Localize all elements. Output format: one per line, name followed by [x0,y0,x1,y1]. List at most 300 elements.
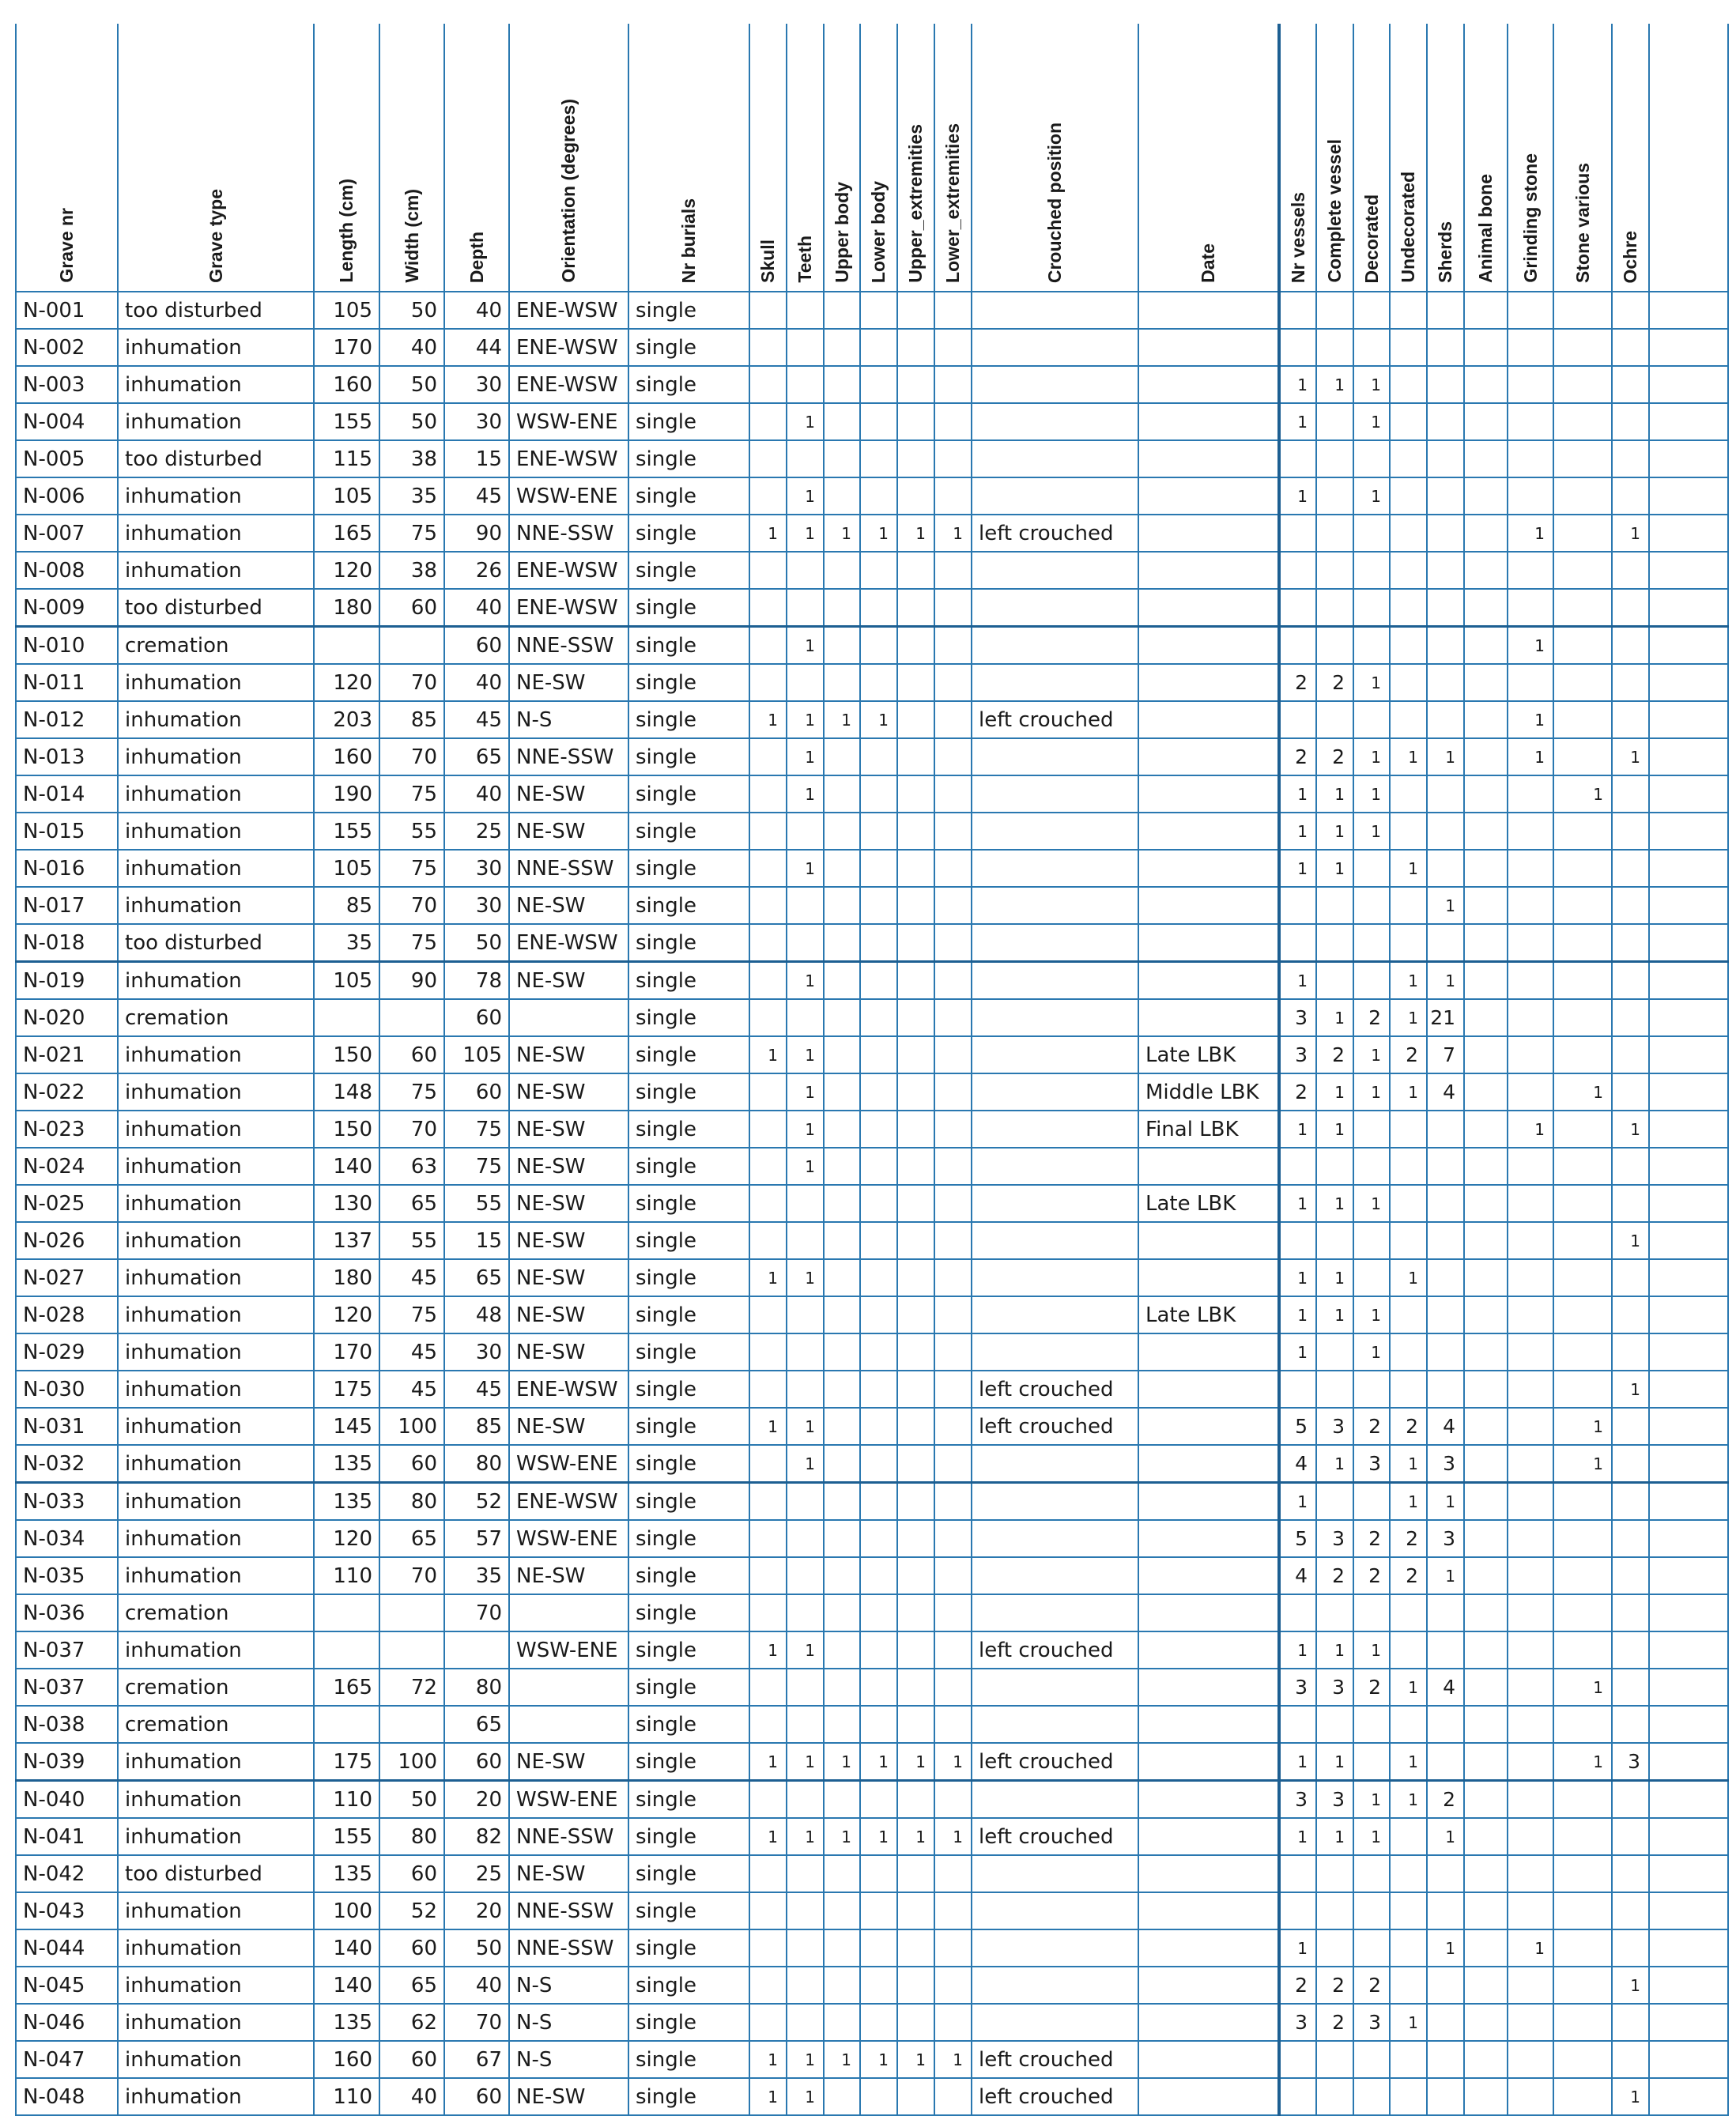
table-cell: 62 [379,2004,444,2041]
table-cell [934,1892,972,1929]
table-cell: NNE-SSW [509,1929,628,1967]
table-cell: 145 [314,1408,379,1445]
table-cell [860,1520,897,1557]
table-cell [972,1073,1138,1111]
table-cell [897,403,934,440]
table-cell [1279,2041,1316,2078]
table-cell: 75 [444,1111,509,1148]
table-cell [1353,924,1390,962]
table-cell [1390,924,1427,962]
table-row [16,887,1728,924]
table-cell [749,738,787,775]
table-cell [860,1483,897,1521]
column-header-label: Upper body [831,182,852,283]
table-cell: 1 [787,403,824,440]
table-cell: N-S [509,2004,628,2041]
table-cell [1427,1892,1464,1929]
column-header-label: Width (cm) [401,189,422,283]
table-cell: single [628,1781,749,1819]
table-cell [934,1408,972,1445]
table-cell: 3 [1279,2004,1316,2041]
table-cell: 45 [444,477,509,515]
table-cell [1353,2078,1390,2115]
column-header-label: Crouched position [1044,122,1065,283]
table-cell: 148 [314,1073,379,1111]
table-cell: 4 [1427,1408,1464,1445]
table-cell: inhumation [118,775,314,813]
table-cell: single [628,1073,749,1111]
table-cell [824,1185,860,1222]
table-cell [972,1036,1138,1073]
table-cell [824,1408,860,1445]
table-cell: 65 [379,1967,444,2004]
table-cell [1353,1743,1390,1781]
table-cell: N-029 [16,1333,118,1371]
table-cell: 40 [444,1967,509,2004]
table-cell: WSW-ENE [509,477,628,515]
table-cell [1553,589,1612,627]
table-cell: 1 [787,2078,824,2115]
table-cell: 1 [1508,738,1553,775]
table-cell [1464,701,1508,738]
table-cell [860,1557,897,1594]
table-cell: 67 [444,2041,509,2078]
table-cell [934,1036,972,1073]
table-cell [1553,403,1612,440]
table-cell: 2 [1390,1557,1427,1594]
table-cell [787,1706,824,1743]
column-header [860,24,897,292]
table-cell: single [628,813,749,850]
table-cell: 2 [1279,738,1316,775]
table-cell [749,1929,787,1967]
table-cell [1508,1073,1553,1111]
table-cell [1464,1185,1508,1222]
table-cell: 60 [444,627,509,665]
table-cell: inhumation [118,1371,314,1408]
table-row [16,1222,1728,1259]
column-header-label: Lower body [868,180,889,283]
table-cell: N-037 [16,1631,118,1669]
table-cell [1508,440,1553,477]
table-cell: 3 [1316,1408,1353,1445]
table-cell [860,552,897,589]
table-cell: 1 [1353,1333,1390,1371]
table-cell [934,1706,972,1743]
table-cell [1390,1594,1427,1631]
column-header [1316,24,1353,292]
table-cell: 7 [1427,1036,1464,1073]
table-cell [1279,329,1316,366]
table-cell: 140 [314,1929,379,1967]
table-cell [1612,1557,1649,1594]
table-cell: 1 [1427,887,1464,924]
table-cell: ENE-WSW [509,589,628,627]
table-cell [1316,589,1353,627]
table-cell [787,1483,824,1521]
table-cell: 35 [444,1557,509,1594]
table-row [16,850,1728,887]
table-cell [1353,1892,1390,1929]
table-cell: 78 [444,962,509,1000]
table-cell: 1 [1279,403,1316,440]
table-cell [749,1967,787,2004]
table-cell [1464,1557,1508,1594]
table-cell: 60 [444,999,509,1036]
table-cell: N-011 [16,664,118,701]
table-cell [1353,2041,1390,2078]
table-cell [1553,1185,1612,1222]
table-cell: 1 [1612,1371,1649,1408]
table-cell: single [628,552,749,589]
table-cell [1427,1222,1464,1259]
table-row [16,1111,1728,1148]
table-cell [972,329,1138,366]
table-cell: 75 [379,515,444,552]
table-cell [1427,1967,1464,2004]
table-cell [787,2004,824,2041]
table-cell: 75 [379,924,444,962]
table-cell [787,1967,824,2004]
table-cell [934,403,972,440]
column-header [824,24,860,292]
table-cell: inhumation [118,2041,314,2078]
table-cell [934,664,972,701]
table-row [16,1259,1728,1296]
table-cell: N-023 [16,1111,118,1148]
table-cell: single [628,1259,749,1296]
table-cell [972,1706,1138,1743]
table-cell: N-005 [16,440,118,477]
table-cell [1612,1445,1649,1483]
table-cell: 1 [1316,1631,1353,1669]
table-cell: N-012 [16,701,118,738]
empty-cell [1649,403,1728,440]
table-cell: ENE-WSW [509,366,628,403]
table-cell: N-002 [16,329,118,366]
table-cell: 1 [1279,1929,1316,1967]
table-cell [934,1445,972,1483]
table-cell: 45 [444,701,509,738]
table-row [16,1520,1728,1557]
table-cell [824,1557,860,1594]
table-cell: 1 [787,701,824,738]
table-cell: 65 [444,738,509,775]
table-cell: inhumation [118,1259,314,1296]
table-cell [972,1557,1138,1594]
table-cell [1316,627,1353,665]
table-cell [1508,1557,1553,1594]
table-cell: 1 [824,701,860,738]
table-cell [787,813,824,850]
empty-cell [1649,1296,1728,1333]
table-cell: 150 [314,1036,379,1073]
table-cell [1553,366,1612,403]
table-cell: 1 [934,1818,972,1855]
table-cell [1612,477,1649,515]
table-cell: 30 [444,850,509,887]
table-cell [897,292,934,329]
table-cell [749,775,787,813]
table-cell: Final LBK [1138,1111,1279,1148]
table-cell [1464,1743,1508,1781]
table-cell: Late LBK [1138,1036,1279,1073]
table-cell [934,1967,972,2004]
table-cell [897,1855,934,1892]
table-cell: single [628,1855,749,1892]
table-cell [1553,1967,1612,2004]
table-cell: 75 [379,1296,444,1333]
table-cell: 1 [860,1818,897,1855]
empty-cell [1649,1036,1728,1073]
table-cell [1427,1333,1464,1371]
table-cell: 100 [379,1743,444,1781]
table-cell [1508,962,1553,1000]
table-cell [972,552,1138,589]
table-cell [1508,2078,1553,2115]
table-cell: 1 [787,1445,824,1483]
table-cell [1138,962,1279,1000]
table-cell: 1 [1508,515,1553,552]
table-cell [860,775,897,813]
table-cell: 4 [1427,1073,1464,1111]
table-cell [749,1445,787,1483]
table-row [16,1148,1728,1185]
table-cell [1612,775,1649,813]
table-cell [1353,1259,1390,1296]
table-cell [860,664,897,701]
table-cell [749,887,787,924]
table-cell [379,999,444,1036]
table-cell [897,1445,934,1483]
table-cell: 80 [444,1669,509,1706]
table-cell: 21 [1427,999,1464,1036]
table-cell [824,1296,860,1333]
table-cell [1427,850,1464,887]
table-cell [787,589,824,627]
table-cell: 1 [787,477,824,515]
table-cell [314,1631,379,1669]
table-cell [972,1222,1138,1259]
table-cell: N-018 [16,924,118,962]
table-cell [1612,1594,1649,1631]
table-cell: 137 [314,1222,379,1259]
table-cell: left crouched [972,701,1138,738]
table-cell [1508,1259,1553,1296]
table-cell [1390,329,1427,366]
table-cell [1138,1371,1279,1408]
table-cell: 1 [1279,1111,1316,1148]
table-cell [787,1333,824,1371]
table-row [16,1669,1728,1706]
table-cell [860,440,897,477]
table-cell [1508,664,1553,701]
table-cell: left crouched [972,2041,1138,2078]
table-cell: 1 [1427,1557,1464,1594]
empty-cell [1649,477,1728,515]
table-cell: inhumation [118,1483,314,1521]
empty-cell [1649,1483,1728,1521]
table-cell: 1 [787,962,824,1000]
table-cell [1138,1557,1279,1594]
table-cell: N-013 [16,738,118,775]
table-cell [972,366,1138,403]
table-cell: N-017 [16,887,118,924]
table-cell [1390,1111,1427,1148]
table-cell: N-048 [16,2078,118,2115]
table-cell: N-021 [16,1036,118,1073]
table-cell: 2 [1353,1557,1390,1594]
table-cell [934,366,972,403]
table-cell: 3 [1316,1781,1353,1819]
table-cell [897,1594,934,1631]
table-cell [1553,701,1612,738]
table-cell [1464,1781,1508,1819]
table-cell: 1 [1279,1743,1316,1781]
table-cell [824,962,860,1000]
table-cell [972,813,1138,850]
table-cell [972,1333,1138,1371]
table-cell: single [628,701,749,738]
table-cell: inhumation [118,1148,314,1185]
table-cell [897,552,934,589]
table-cell: 2 [1316,1036,1353,1073]
table-cell [897,1333,934,1371]
table-cell [1464,627,1508,665]
table-cell [1508,2004,1553,2041]
table-cell [1464,552,1508,589]
table-cell [824,329,860,366]
table-cell [860,1333,897,1371]
table-cell [1508,1185,1553,1222]
empty-cell [1649,589,1728,627]
table-cell: single [628,1557,749,1594]
table-cell: 1 [1279,1296,1316,1333]
table-cell: inhumation [118,1073,314,1111]
table-cell: 1 [787,1036,824,1073]
table-cell [972,1892,1138,1929]
table-cell: 1 [1279,1333,1316,1371]
table-cell [1612,403,1649,440]
table-cell [1612,1296,1649,1333]
table-cell [787,1520,824,1557]
table-cell [787,664,824,701]
table-cell [860,1371,897,1408]
table-cell [972,1296,1138,1333]
table-row [16,2041,1728,2078]
table-cell [1508,1706,1553,1743]
table-cell [1612,1408,1649,1445]
table-cell [1427,1148,1464,1185]
table-cell [1427,403,1464,440]
table-cell [860,1855,897,1892]
table-cell [934,1557,972,1594]
table-cell: 70 [379,1557,444,1594]
table-cell [934,589,972,627]
table-cell: 1 [787,1148,824,1185]
table-cell [860,1073,897,1111]
table-cell: 135 [314,1483,379,1521]
table-cell: cremation [118,1594,314,1631]
table-cell [1390,1631,1427,1669]
table-cell [934,775,972,813]
table-cell [1464,2078,1508,2115]
table-cell [749,552,787,589]
table-cell: 60 [444,2078,509,2115]
table-cell [444,1631,509,1669]
table-cell [1279,1222,1316,1259]
table-cell [897,1557,934,1594]
table-cell [1508,775,1553,813]
table-cell: 1 [1353,403,1390,440]
table-cell [1138,1892,1279,1929]
table-cell: 1 [1316,1111,1353,1148]
table-cell: Late LBK [1138,1296,1279,1333]
table-cell: 52 [379,1892,444,1929]
table-cell: NE-SW [509,813,628,850]
table-cell: 55 [444,1185,509,1222]
table-cell [1390,440,1427,477]
table-cell: 1 [1279,850,1316,887]
table-cell: 1 [1390,850,1427,887]
table-cell [897,1408,934,1445]
table-cell [824,887,860,924]
table-cell: single [628,477,749,515]
table-cell: 1 [1279,1259,1316,1296]
table-cell [897,477,934,515]
table-cell: N-027 [16,1259,118,1296]
table-cell [1316,329,1353,366]
table-cell: NE-SW [509,1259,628,1296]
table-cell [934,1296,972,1333]
table-cell [1508,1967,1553,2004]
table-cell [1138,1706,1279,1743]
table-cell [1138,1520,1279,1557]
table-cell [1553,2041,1612,2078]
table-cell: N-010 [16,627,118,665]
table-cell [1138,1222,1279,1259]
table-cell: 1 [1279,1483,1316,1521]
table-cell [934,1073,972,1111]
table-cell [787,999,824,1036]
table-cell [972,1669,1138,1706]
table-cell: 1 [1316,1743,1353,1781]
table-cell [1508,1631,1553,1669]
table-cell: 1 [1353,1296,1390,1333]
table-cell [1427,1743,1464,1781]
table-cell: inhumation [118,962,314,1000]
table-cell: inhumation [118,1781,314,1819]
table-cell: 2 [1427,1781,1464,1819]
table-cell: N-009 [16,589,118,627]
table-cell [1553,1259,1612,1296]
table-row [16,292,1728,329]
table-cell: 1 [1390,1669,1427,1706]
table-cell: 2 [1279,1073,1316,1111]
table-cell [824,1967,860,2004]
table-cell: N-007 [16,515,118,552]
table-cell: inhumation [118,887,314,924]
column-header [1138,24,1279,292]
table-cell [1427,1706,1464,1743]
table-cell [749,477,787,515]
table-cell: 1 [1353,775,1390,813]
table-cell [1464,664,1508,701]
table-cell: single [628,366,749,403]
table-cell [1390,552,1427,589]
table-cell [824,1073,860,1111]
table-cell [860,1631,897,1669]
